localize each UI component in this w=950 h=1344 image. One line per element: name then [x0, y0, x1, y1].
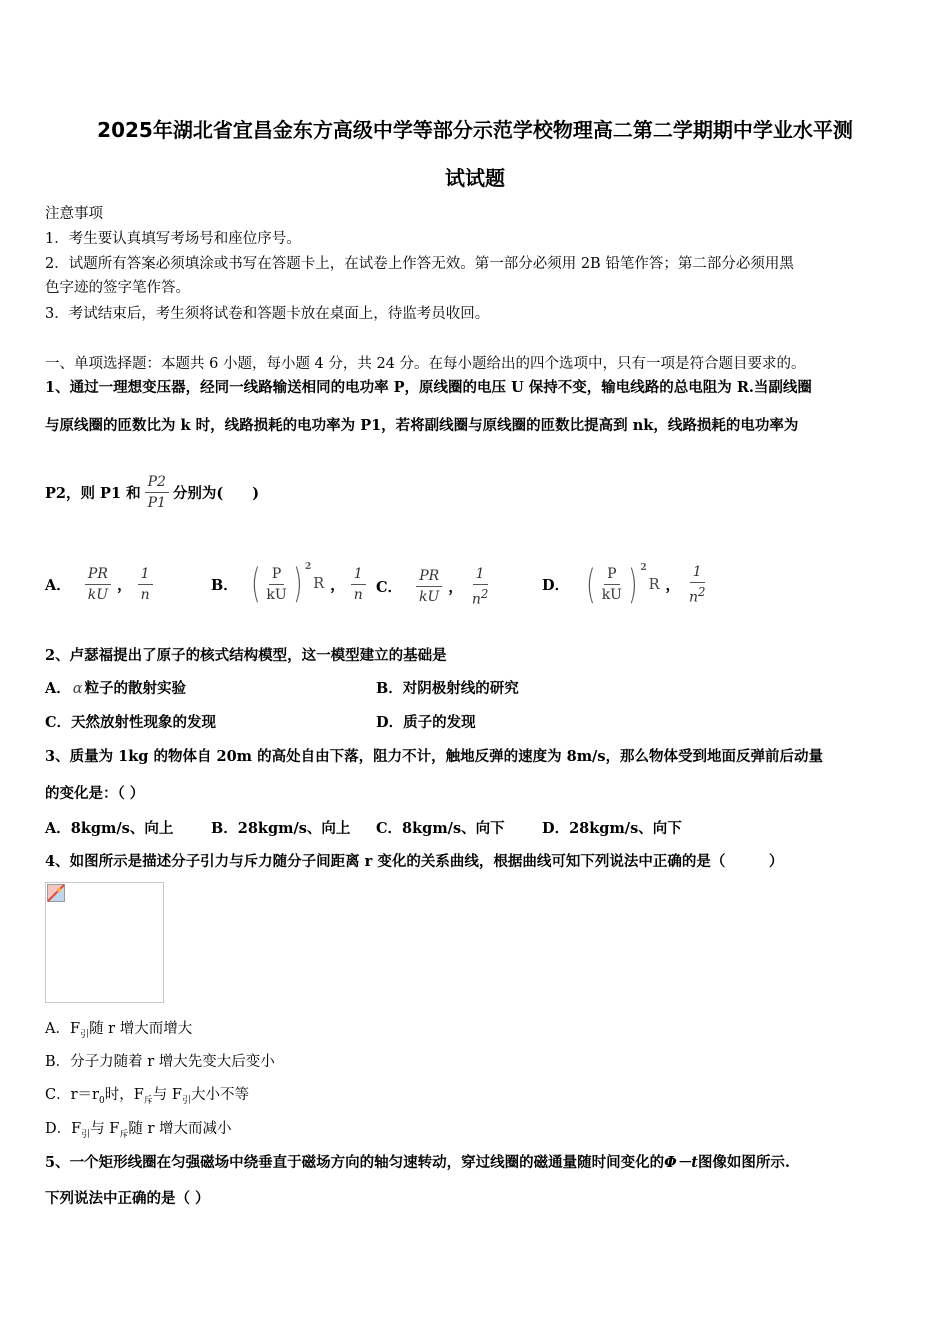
fraction-denominator: n [140, 587, 150, 603]
option-text: 随 r 增大而减小 [128, 1121, 232, 1137]
fraction-numerator: PR [85, 566, 111, 585]
fraction-numerator: P [269, 566, 284, 585]
option-b-fraction [263, 566, 289, 603]
question-3-option-a: A．8kgm/s、向上 [45, 820, 174, 837]
subscript: 引 [181, 1095, 191, 1106]
exponent: 2 [305, 562, 312, 572]
phi-t-symbol: Φ－t [664, 1154, 698, 1171]
notice-item: 3．考试结束后，考生须将试卷和答题卡放在桌面上，待监考员收回。 [45, 306, 490, 322]
denominator-base: n [689, 589, 699, 606]
subscript: 斥 [119, 1129, 129, 1140]
fraction-numerator: 1 [690, 564, 705, 583]
question-text: 5、一个矩形线圈在匀强磁场中绕垂直于磁场方向的轴匀速转动，穿过线圈的磁通量随时间变化的 [45, 1154, 665, 1171]
fraction-denominator: kU [87, 587, 109, 603]
question-3-option-c: C．8kgm/s、向下 [376, 820, 505, 837]
option-label: A． [45, 577, 71, 594]
option-d [542, 561, 708, 608]
fraction-numerator: 1 [138, 566, 153, 585]
option-b-paren: ( $\frac{P}{kU}$ ) 2 [250, 561, 312, 607]
notice-item: 色字迹的签字笔作答。 [45, 280, 190, 296]
question-3-option-b: B．28kgm/s、向上 [211, 820, 351, 837]
notice-heading: 注意事项 [45, 206, 103, 222]
option-c-fraction [416, 568, 442, 605]
fraction-denominator: n [353, 586, 363, 603]
question-1-line1: 1、通过一理想变压器，经同一线路输送相同的电功率 P，原线圈的电压 U 保持不变，输电线路的总电阻为 R.当副线圈 [45, 379, 812, 396]
broken-image-figure [45, 882, 164, 1003]
fraction-denominator [469, 585, 491, 608]
separator: ， [665, 577, 681, 595]
question-1-line2: 与原线圈的匝数比为 k 时，线路损耗的电功率为 P1，若将副线圈与原线圈的匝数比提高到 nk，线路损耗的电功率为 [45, 417, 799, 434]
question-text: 图像如图所示. [697, 1154, 790, 1171]
option-c [376, 566, 491, 608]
q1-suffix: 分别为( ) [172, 485, 260, 502]
option-b-fraction-2 [351, 566, 366, 603]
option-label: D． [542, 577, 570, 595]
exponent: 2 [698, 585, 706, 599]
option-d-fraction [599, 566, 625, 603]
question-4-option-c [45, 1083, 249, 1106]
page-title: 2025年湖北省宜昌金东方高级中学等部分示范学校物理高二第二学期期中学业水平测 [97, 118, 853, 142]
option-text: 时，F [104, 1087, 144, 1103]
question-5-line1 [45, 1151, 790, 1172]
question-3-line1: 3、质量为 1kg 的物体自 20m 的高处自由下落，阻力不计，触地反弹的速度为 8m/s，那么物体受到地面反弹前后动量 [45, 748, 824, 765]
option-d-paren: ( $\frac{P}{kU}$ ) 2 [586, 561, 647, 608]
alpha-symbol: α [72, 681, 83, 697]
resistance-symbol: R [648, 576, 660, 593]
separator: ， [117, 577, 132, 594]
option-text: 与 F [152, 1087, 182, 1103]
question-4-stem: 4、如图所示是描述分子引力与斥力随分子间距离 r 变化的关系曲线，根据曲线可知下列说法中正确的是（ ） [45, 853, 784, 870]
option-text: D．F [45, 1121, 82, 1137]
exponent: 2 [640, 562, 647, 573]
separator: ， [330, 576, 345, 594]
question-2-option-b: B．对阴极射线的研究 [376, 680, 519, 697]
fraction-denominator: kU [601, 587, 622, 604]
section-heading: 一、单项选择题：本题共 6 小题，每小题 4 分，共 24 分。在每小题给出的四个选项中，只有一项是符合题目要求的。 [45, 356, 806, 372]
question-2-option-d: D．质子的发现 [376, 714, 476, 731]
question-4-option-b: B．分子力随着 r 增大先变大后变小 [45, 1054, 275, 1070]
fraction-numerator: P [604, 566, 619, 585]
question-3-option-d: D．28kgm/s、向下 [542, 820, 682, 837]
notice-item: 2．试题所有答案必须填涂或书写在答题卡上，在试卷上作答无效。第一部分必须用 2B 铅笔作答；第二部分必须用黑 [45, 256, 794, 272]
option-label: C． [376, 579, 403, 597]
option-text: 大小不等 [190, 1087, 249, 1103]
subscript: 引 [80, 1029, 90, 1040]
option-text: 粒子的散射实验 [84, 680, 187, 697]
fraction-numerator: P2 [145, 474, 169, 493]
fraction-numerator: 1 [351, 566, 366, 585]
option-a-fraction [85, 566, 111, 603]
page-title-continued: 试试题 [445, 166, 505, 190]
option-b [211, 561, 366, 607]
question-2-option-a [45, 677, 186, 698]
fraction-denominator: kU [266, 586, 287, 603]
subscript: 引 [81, 1129, 91, 1140]
fraction-numerator: PR [416, 568, 442, 587]
notice-item: 1．考生要认真填写考场号和座位序号。 [45, 231, 301, 247]
option-label: B． [211, 576, 238, 594]
resistance-symbol: R [313, 576, 325, 592]
option-d-fraction-2 [686, 564, 708, 606]
option-c-fraction-2 [469, 566, 491, 608]
option-a-fraction-2 [138, 566, 153, 603]
option-a [45, 566, 153, 603]
separator: ， [448, 579, 463, 597]
question-5-line2: 下列说法中正确的是（ ） [45, 1190, 210, 1207]
question-2-option-c: C．天然放射性现象的发现 [45, 714, 217, 731]
option-text: 随 r 增大而增大 [89, 1021, 193, 1037]
exponent: 2 [480, 587, 489, 601]
question-1-line3 [45, 474, 259, 511]
fraction-denominator [686, 583, 708, 606]
q1-prefix: P2，则 P1 和 [45, 485, 141, 502]
option-text: A．F [45, 1021, 81, 1037]
question-4-option-a [45, 1017, 192, 1040]
p2-over-p1-fraction [145, 474, 169, 511]
subscript: 斥 [143, 1095, 153, 1106]
question-3-line2: 的变化是：（ ） [45, 785, 145, 802]
question-4-option-d [45, 1117, 232, 1140]
broken-image-icon [47, 884, 65, 902]
question-2-stem: 2、卢瑟福提出了原子的核式结构模型，这一模型建立的基础是 [45, 647, 447, 664]
denominator-base: n [471, 591, 481, 608]
option-text: C．r＝r [45, 1087, 99, 1103]
option-label: A． [45, 680, 71, 697]
fraction-denominator: kU [419, 589, 440, 606]
fraction-numerator: 1 [473, 566, 488, 585]
option-text: 与 F [90, 1121, 120, 1137]
fraction-denominator: P1 [147, 495, 166, 511]
subscript: 0 [98, 1095, 105, 1106]
